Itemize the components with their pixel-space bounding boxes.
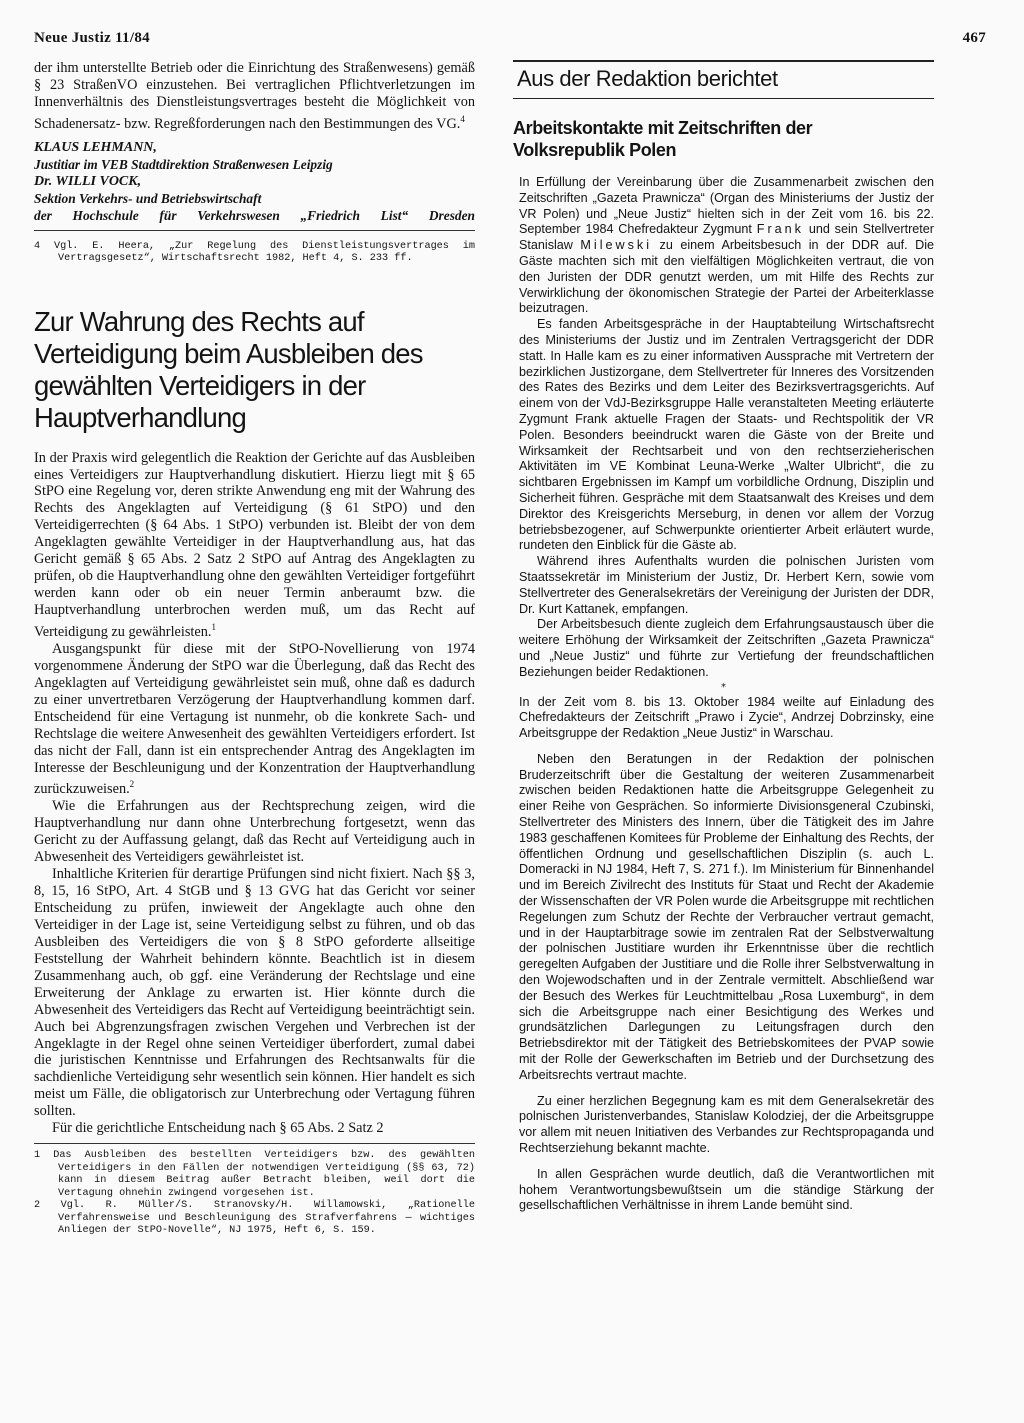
footnote-1: 1 Das Ausbleiben des bestellten Verteidigers bzw. des gewählten Verteidigers in den Fällen der notwendigen Verteidigung (§§ 63, 72) kann in diesem Beitrag außer Betracht bleiben, weil dort die Vertagung ohnehin zwingend vorgesehen ist.: [34, 1150, 475, 1199]
author-block: [34, 139, 475, 224]
section-separator: *: [721, 681, 726, 693]
left-column: [34, 60, 475, 1238]
body-paragraph: Wie die Erfahrungen aus der Rechtsprechung zeigen, wird die Hauptverhandlung nur dann ohne Unterbrechung fortgesetzt, wenn das Gericht zu der Auffassung gelangt, daß das Recht auf Verteidigung auch in Abwesenheit des Verteidigers gewährleistet ist.: [34, 798, 475, 866]
body-paragraph: In der Praxis wird gelegentlich die Reaktion der Gerichte auf das Ausbleiben eines Verteidigers zur Hauptverhandlung diskutiert. Hierzu liegt mit § 65 StPO eine Regelung vor, deren strikte Anwendung eng mit der Wahrung des Rechts des Angeklagten auf Verteidigung (§ 61 StPO) und den Verteidigerrechten (§ 64 Abs. 1 StPO) verbunden ist. Bleibt der von dem Angeklagten gewählte Verteidiger in der Hauptverhandlung aus, hat das Gericht gemäß § 65 Abs. 2 Satz 2 StPO auf Antrag des Angeklagten zu prüfen, ob die Hauptverhandlung ohne den gewählten Verteidiger fortgeführt werden kann oder ob ein neuer Termin anberaumt bzw. die Hauptverhandlung unterbrochen werden muß, um das Recht auf Verteidigung zu gewährleisten.$^1$: [34, 449, 475, 640]
report-paragraph: Neben den Beratungen in der Redaktion der polnischen Bruderzeitschrift über die Gestaltung der weiteren Zusammenarbeit zwischen beiden Redaktionen hatte die Arbeitsgruppe Gelegenheit zu einer Reihe von Gesprächen. So informierte Divisionsgeneral Czubinski, Stellvertreter des Ministers des Innern, über die Tätigkeit des im Jahre 1983 geschaffenen Komitees für Probleme der Einhaltung des Rechts, der öffentlichen Ordnung und gesellschaftlichen Disziplin (s. auch L. Domeracki in NJ 1984, Heft 7, S. 271 f.). Im Ministerium für Binnenhandel und im Bereich Zivilrecht des Instituts für Staat und Recht der Akademie der Wissenschaften der VR Polen wurde die Arbeitsgruppe mit rechtlichen Regelungen zum Schutz der Rechte der Verbraucher vertraut gemacht, und in der Hauptarbitrage sowie im zentralen Rat der Selbstverwaltung der polnischen Justitiare wurden ihr Erkenntnisse über die rechtlich geregelten Aufgaben der Justitiare und die Rolle ihrer Selbstverwaltung in den Wojewodschaften und in der Zentrale vermittelt. Abschließend war der Besuch des Werkes für Leuchtmittelbau „Rosa Luxemburg“, in dem sich die Arbeitsgruppe nach einer Besichtigung des Werkes und grundsätzlichen Darlegungen zu Leitungsfragen durch den Betriebsdirektor mit der Tätigkeit des Betriebskomitees der PVAP sowie mit der Rolle der Gewerkschaften im Betrieb und der Durchsetzung des Arbeitsrechts vertraut machte.: [519, 751, 934, 1082]
footnote-2: 2 Vgl. R. Müller/S. Stranovsky/H. Willamowski, „Rationelle Verfahrensweise und Beschleunigung des Strafverfahrens — wichtiges Anliegen der StPO-Novelle“, NJ 1975, Heft 6, S. 159.: [34, 1200, 475, 1237]
author-name-2: Dr. WILLI VOCK,: [34, 173, 142, 189]
right-column: [513, 60, 934, 1214]
intro-paragraph: der ihm unterstellte Betrieb oder die Einrichtung des Straßenwesens) gemäß § 23 StraßenVO einzustehen. Bei vertraglichen Pflichtverletzungen im Innenverhältnis des Dienstleistungsvertrages besteht die Möglichkeit von Schadenersatz- bzw. Regreßforderungen nach den Bestimmungen des VG.$^4$: [34, 60, 475, 132]
article-title: Zur Wahrung des Rechts auf Verteidigung beim Ausbleiben des gewählten Verteidigers in der Hauptverhandlung: [34, 305, 423, 433]
author-affiliation-1: Justitiar im VEB Stadtdirektion Straßenwesen Leipzig: [34, 156, 333, 172]
body-paragraph: Inhaltliche Kriterien für derartige Prüfungen sind nicht fixiert. Nach §§ 3, 8, 15, 16 StPO, Art. 4 StGB und § 13 GVG hat das Gericht vor seiner Entscheidung zu prüfen, inwieweit der Angeklagte auch ohne den Verteidiger in der Lage ist, seine Verteidigung selbst zu führen, und ob das Ausbleiben des Verteidigers die von § 8 StPO geforderte allseitige Feststellung der Wahrheit behindern könnte. Beachtlich ist in diesem Zusammenhang auch, ob ggf. eine Veränderung der Rechtslage und eine Erweiterung der Anklage zu erwarten ist. Hier könnte durch die Abwesenheit des Verteidigers das Recht auf Verteidigung beeinträchtigt sein. Auch bei Abgrenzungsfragen zwischen Vergehen und Verbrechen ist der Angeklagte in der Regel ohne seinen Verteidiger überfordert, zumal dabei die juristischen Kenntnisse und Erfahrungen des Rechtsanwalts für die sachdienliche Verteidigung sehr wesentlich sein können. Hier handelt es sich meist um Fälle, die obligatorisch zur Unterbrechung oder Vertagung führen sollten.: [34, 865, 475, 1120]
report-paragraph: Es fanden Arbeitsgespräche in der Hauptabteilung Wirtschaftsrecht des Ministeriums der Justiz und im Zentralen Vertragsgericht der DDR statt. In Halle kam es zu einer informativen Aussprache mit Vertretern der bezirklichen Justizorgane, dem Stellvertreter für Inneres des Vorsitzenden des Rates des Bezirks und dem Leiter des Bezirksvertragsgerichts. Auf einem von der VdJ-Bezirksgruppe Halle veranstalteten Meeting erläuterte Zygmunt Frank aktuelle Fragen der Staats- und Rechtspolitik der VR Polen. Besonders beeindruckt waren die Gäste von der Breite und Wirksamkeit der Rechtsarbeit und von den rechtserzieherischen Aktivitäten im VE Kombinat Leuna-Werke „Walter Ulbricht“, die zu sichtbaren Ergebnissen im Kampf um vorbildliche Ordnung, Disziplin und Sicherheit führen. Gespräche mit dem Staatsanwalt des Kreises und dem Direktor des Kreisgerichts Merseburg, in denen vor allem der Vorzug betriebsbezogener, auf Schwerpunkte orientierter Arbeit erläutert wurde, rundeten den Einblick für die Gäste ab.: [519, 317, 934, 553]
report-paragraph: Zu einer herzlichen Begegnung kam es mit dem Generalsekretär des polnischen Juristenverbandes, Stanislaw Kolodziej, der die Arbeitsgruppe vor allem mit neuen Initiativen des Verbandes zur Rechtspropaganda und Rechtserziehung bekannt machte.: [519, 1093, 934, 1156]
body-paragraph: Für die gerichtliche Entscheidung nach § 65 Abs. 2 Satz 2: [52, 1120, 384, 1137]
report-paragraph: In allen Gesprächen wurde deutlich, daß die Verantwortlichen mit hohem Verantwortungsbewußtsein um die ständige Stärkung der gesellschaftlichen Verhältnisse in ihrem Lande bemüht sind.: [519, 1166, 934, 1213]
author-affiliation-2: Sektion Verkehrs- und Betriebswirtschaft: [34, 190, 262, 206]
author-affiliation-3: der Hochschule für Verkehrswesen „Friedrich List“ Dresden: [34, 207, 475, 223]
author-name-1: KLAUS LEHMANN,: [34, 139, 157, 155]
report-paragraph: In Erfüllung der Vereinbarung über die Zusammenarbeit zwischen den Zeitschriften „Gazeta Prawnicza“ (Organ des Ministeriums der Justiz der VR Polen) und „Neue Justiz“ hielten sich in der Zeit vom 16. bis 22. September 1984 Chefredakteur Zygmunt Frank und sein Stellvertreter Stanislaw Milewski zu einem Arbeitsbesuch in der DDR auf. Die Gäste machten sich mit den vielfältigen Möglichkeiten vertraut, die von den Juristen der DDR genutzt werden, um mit Hilfe des Rechts zur Verwirklichung der ökonomischen Strategie der Partei der Arbeiterklasse beizutragen.: [519, 175, 935, 316]
footnote-4: 4 Vgl. E. Heera, „Zur Regelung des Dienstleistungsvertrages im Vertragsgesetz“, Wirtschaftsrecht 1982, Heft 4, S. 233 ff.: [34, 240, 475, 265]
spaced-name: Milewski: [580, 238, 652, 253]
journal-header: Neue Justiz 11/84: [34, 30, 150, 46]
spaced-name: Frank: [756, 222, 804, 237]
body-paragraph: Ausgangspunkt für diese mit der StPO-Novellierung von 1974 vorgenommene Änderung der StPO war die Überlegung, daß das Recht des Angeklagten auf Verteidigung gewährleistet sein muß, ohne daß es dadurch zu einer unvertretbaren Verzögerung der Hauptverhandlung kommen darf. Entscheidend für eine Vertagung ist nunmehr, ob die konkrete Sach- und Rechtslage die weitere Anwesenheit des gewählten Verteidigers erfordert. Ist das nicht der Fall, dann ist ein entsprechender Antrag des Angeklagten im Interesse der Beschleunigung und der Konzentration der Hauptverhandlung zurückzuweisen.$^2$: [34, 640, 475, 798]
report-paragraph: Der Arbeitsbesuch diente zugleich dem Erfahrungsaustausch über die weitere Erhöhung der Wirksamkeit der Zeitschriften „Gazeta Prawnicza“ und „Neue Justiz“ und führte zur Vertiefung der freundschaftlichen Beziehungen beider Redaktionen.: [519, 617, 934, 679]
report-title: Arbeitskontakte mit Zeitschriften der Volksrepublik Polen: [513, 118, 813, 160]
section-title: Aus der Redaktion berichtet: [513, 60, 934, 99]
page-number: 467: [962, 30, 986, 46]
report-paragraph: In der Zeit vom 8. bis 13. Oktober 1984 weilte auf Einladung des Chefredakteurs der Zeitschrift „Prawo i Zycie“, Andrzej Dobrzinsky, eine Arbeitsgruppe der Redaktion „Neue Justiz“ in Warschau.: [519, 694, 934, 741]
report-paragraph: Während ihres Aufenthalts wurden die polnischen Juristen vom Staatssekretär im Ministerium der Justiz, Dr. Herbert Kern, sowie vom Stellvertreter des Generalsekretärs der Vereinigung der Juristen der DDR, Dr. Kurt Kattanek, empfangen.: [519, 554, 934, 616]
